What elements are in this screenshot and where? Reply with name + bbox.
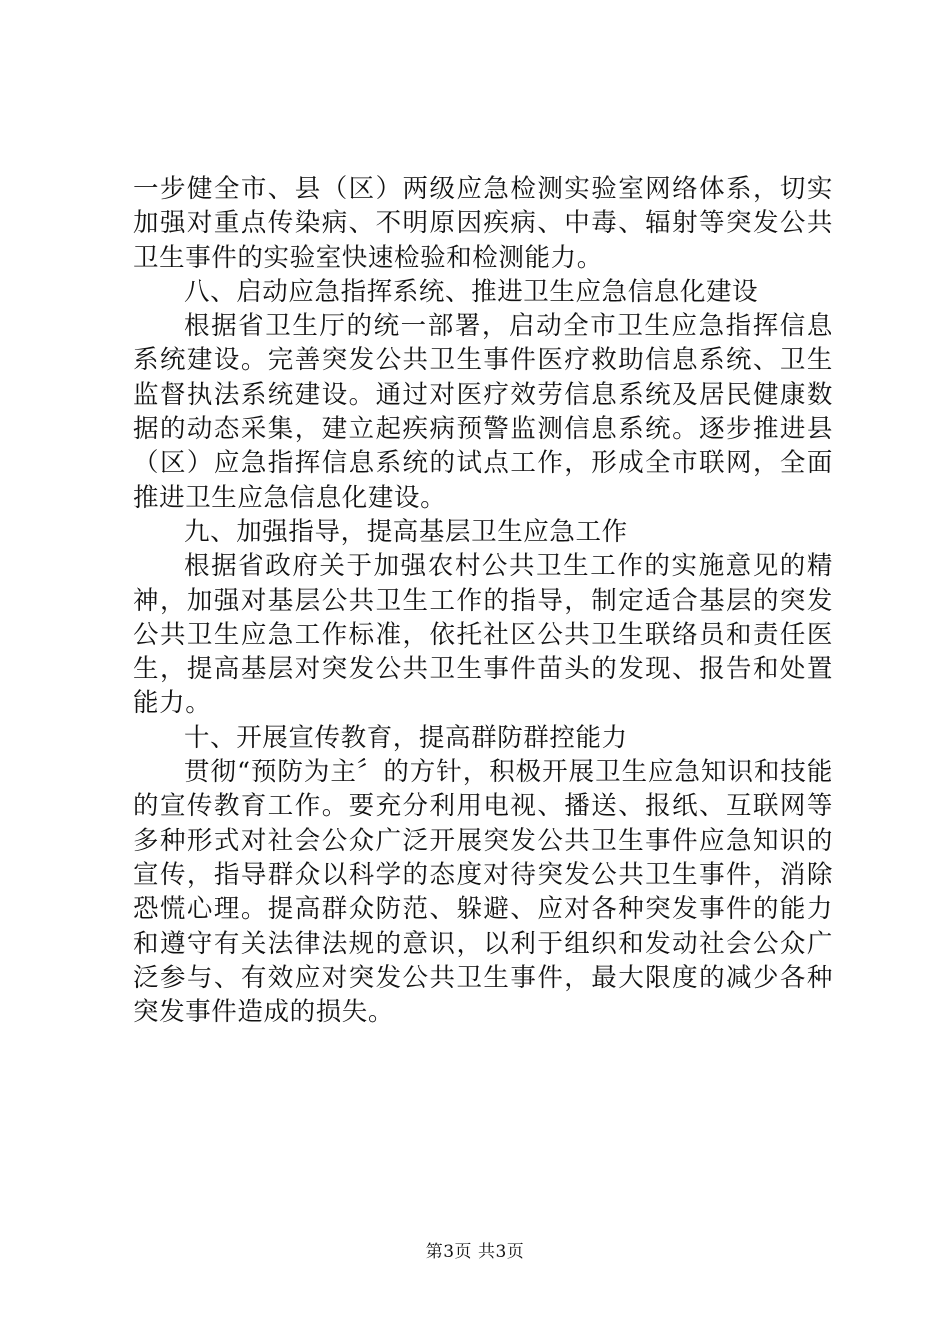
heading-section-8: 八、启动应急指挥系统、推进卫生应急信息化建设	[184, 276, 759, 307]
paragraph-lab-network: 一步健全市、县（区）两级应急检测实验室网络体系，切实加强对重点传染病、不明原因疾病、中毒、辐射等突发公共卫生事件的实验室快速检验和检测能力。	[133, 174, 833, 273]
paragraph-section-10: 贯彻“预防为主〞的方针，积极开展卫生应急知识和技能的宣传教育工作。要充分利用电视、播送、报纸、互联网等多种形式对社会公众广泛开展突发公共卫生事件应急知识的宣传，指导群众以科学的态度对待突发公共卫生事件，消除恐慌心理。提高群众防范、躲避、应对各种突发事件的能力和遵守有关法律法规的意识，以利于组织和发动社会公众广泛参与、有效应对突发公共卫生事件，最大限度的减少各种突发事件造成的损失。	[133, 757, 833, 1028]
heading-section-10: 十、开展宣传教育，提高群防群控能力	[184, 722, 628, 753]
heading-section-9: 九、加强指导，提高基层卫生应急工作	[184, 516, 628, 547]
paragraph-section-9: 根据省政府关于加强农村公共卫生工作的实施意见的精神，加强对基层公共卫生工作的指导，制定适合基层的突发公共卫生应急工作标准，依托社区公共卫生联络员和责任医生，提高基层对突发公共卫生事件苗头的发现、报告和处置能力。	[133, 551, 833, 719]
document-body	[133, 172, 833, 1029]
paragraph-section-8: 根据省卫生厅的统一部署，启动全市卫生应急指挥信息系统建设。完善突发公共卫生事件医疗救助信息系统、卫生监督执法系统建设。通过对医疗效劳信息系统及居民健康数据的动态采集，建立起疾病预警监测信息系统。逐步推进县（区）应急指挥信息系统的试点工作，形成全市联网，全面推进卫生应急信息化建设。	[133, 311, 833, 513]
page-number-footer: 第3页 共3页	[425, 1242, 525, 1262]
